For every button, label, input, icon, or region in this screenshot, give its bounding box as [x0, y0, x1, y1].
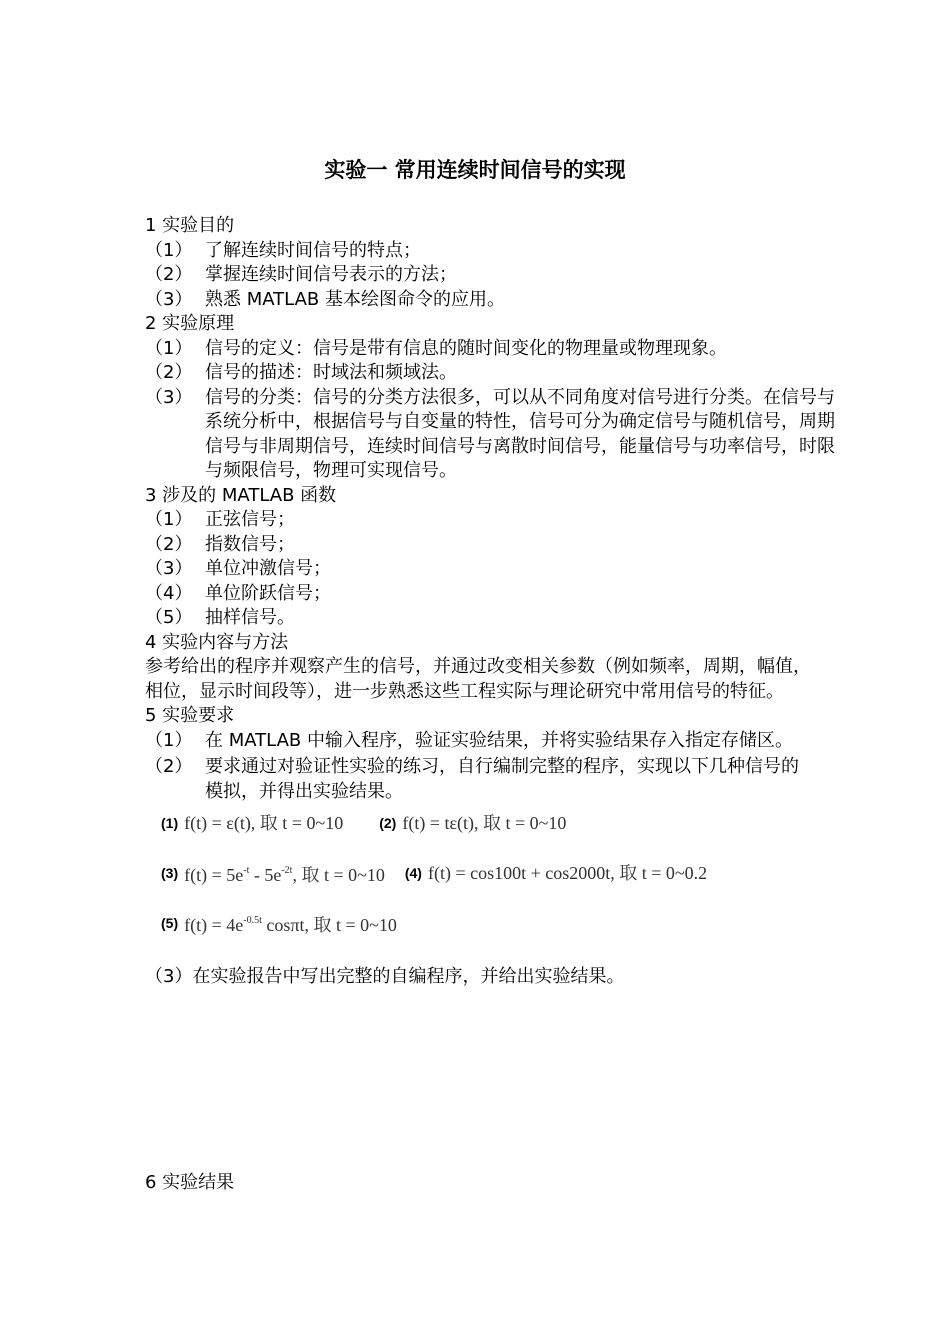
list-item [145, 263, 845, 288]
formula-list [145, 810, 845, 965]
item-number: （3） [145, 558, 193, 579]
section-2-heading: 2 实验原理 [145, 313, 235, 334]
item-number: （3） [145, 386, 193, 408]
page-title: 实验一 常用连续时间信号的实现 [324, 158, 626, 182]
item-text: 了解连续时间信号的特点； [205, 239, 421, 261]
formula-label: (2) [379, 814, 397, 831]
formula-expression: $f(t) = 5e^{-t} - 5e^{-2t}$, 取 t = 0~10 [184, 864, 385, 885]
item-number: （5） [145, 607, 193, 628]
item-number: （1） [145, 239, 193, 261]
section-4-heading: 4 实验内容与方法 [145, 631, 289, 653]
item-text: 指数信号； [205, 533, 295, 555]
section-4-paragraph: 参考给出的程序并观察产生的信号，并通过改变相关参数（例如频率，周期，幅值，相位，显示时间段等），进一步熟悉这些工程实际与理论研究中常用信号的特征。 [145, 656, 811, 702]
list-item [145, 606, 845, 631]
item-text: 信号的分类：信号的分类方法很多，可以从不同角度对信号进行分类。在信号与系统分析中，根据信号与自变量的特性，信号可分为确定信号与随机信号，周期信号与非周期信号，连续时间信号与离散时间信号，能量信号与功率信号，时限与频限信号，物理可实现信号。 [205, 386, 835, 481]
formula-label: (4) [404, 864, 422, 881]
item-text: 掌握连续时间信号表示的方法； [205, 264, 457, 285]
item-number: （3） [145, 288, 193, 310]
item-text: 信号的描述：时域法和频域法。 [205, 362, 457, 383]
item-number: （2） [145, 533, 193, 555]
formula-expression: f(t) = ε(t), 取 t = 0~10 [184, 812, 344, 833]
list-item [145, 582, 845, 607]
item-number: （1） [145, 337, 193, 359]
formula-row [161, 860, 707, 886]
formula-label: (1) [161, 814, 179, 831]
section-5-heading: 5 实验要求 [145, 705, 235, 726]
item-text: 正弦信号； [205, 509, 295, 530]
item-number: （1） [145, 509, 193, 530]
list-item [145, 508, 845, 533]
section-3-heading: 3 涉及的 MATLAB 函数 [145, 484, 337, 506]
list-item [145, 557, 845, 582]
item-number: （2） [145, 362, 193, 383]
section-6-heading: 6 实验结果 [145, 1172, 235, 1193]
formula-label: (5) [161, 914, 179, 931]
list-item [145, 533, 845, 558]
formula-expression: f(t) = cos100t + cos2000t, 取 t = 0~0.2 [427, 862, 708, 883]
item-text: 信号的定义：信号是带有信息的随时间变化的物理量或物理现象。 [205, 337, 727, 359]
list-item [145, 755, 810, 804]
list-item [145, 729, 810, 754]
item-text: 在 MATLAB 中输入程序，验证实验结果，并将实验结果存入指定存储区。 [205, 729, 793, 751]
list-item [145, 288, 845, 313]
requirement-item-3: （3）在实验报告中写出完整的自编程序，并给出实验结果。 [145, 966, 625, 987]
document-body [145, 214, 845, 990]
list-item [145, 361, 845, 386]
item-number: （4） [145, 582, 193, 604]
formula-row [161, 910, 397, 936]
item-number: （2） [145, 756, 193, 777]
list-item [145, 337, 845, 362]
item-text: 抽样信号。 [205, 607, 295, 628]
section-1-heading: 1 实验目的 [145, 215, 235, 236]
formula-expression: $f(t) = 4e^{-0.5t}$ cosπt, 取 t = 0~10 [184, 914, 397, 935]
list-item [145, 386, 835, 484]
formula-row [161, 810, 566, 836]
formula-expression: f(t) = tε(t), 取 t = 0~10 [402, 812, 567, 833]
item-text: 要求通过对验证性实验的练习，自行编制完整的程序，实现以下几种信号的模拟，并得出实验结果。 [205, 756, 799, 802]
item-number: （2） [145, 264, 193, 285]
item-text: 单位冲激信号； [205, 558, 331, 579]
item-text: 单位阶跃信号； [205, 582, 331, 604]
list-item [145, 239, 845, 264]
formula-label: (3) [161, 864, 179, 881]
item-text: 熟悉 MATLAB 基本绘图命令的应用。 [205, 288, 505, 310]
item-number: （1） [145, 729, 193, 751]
